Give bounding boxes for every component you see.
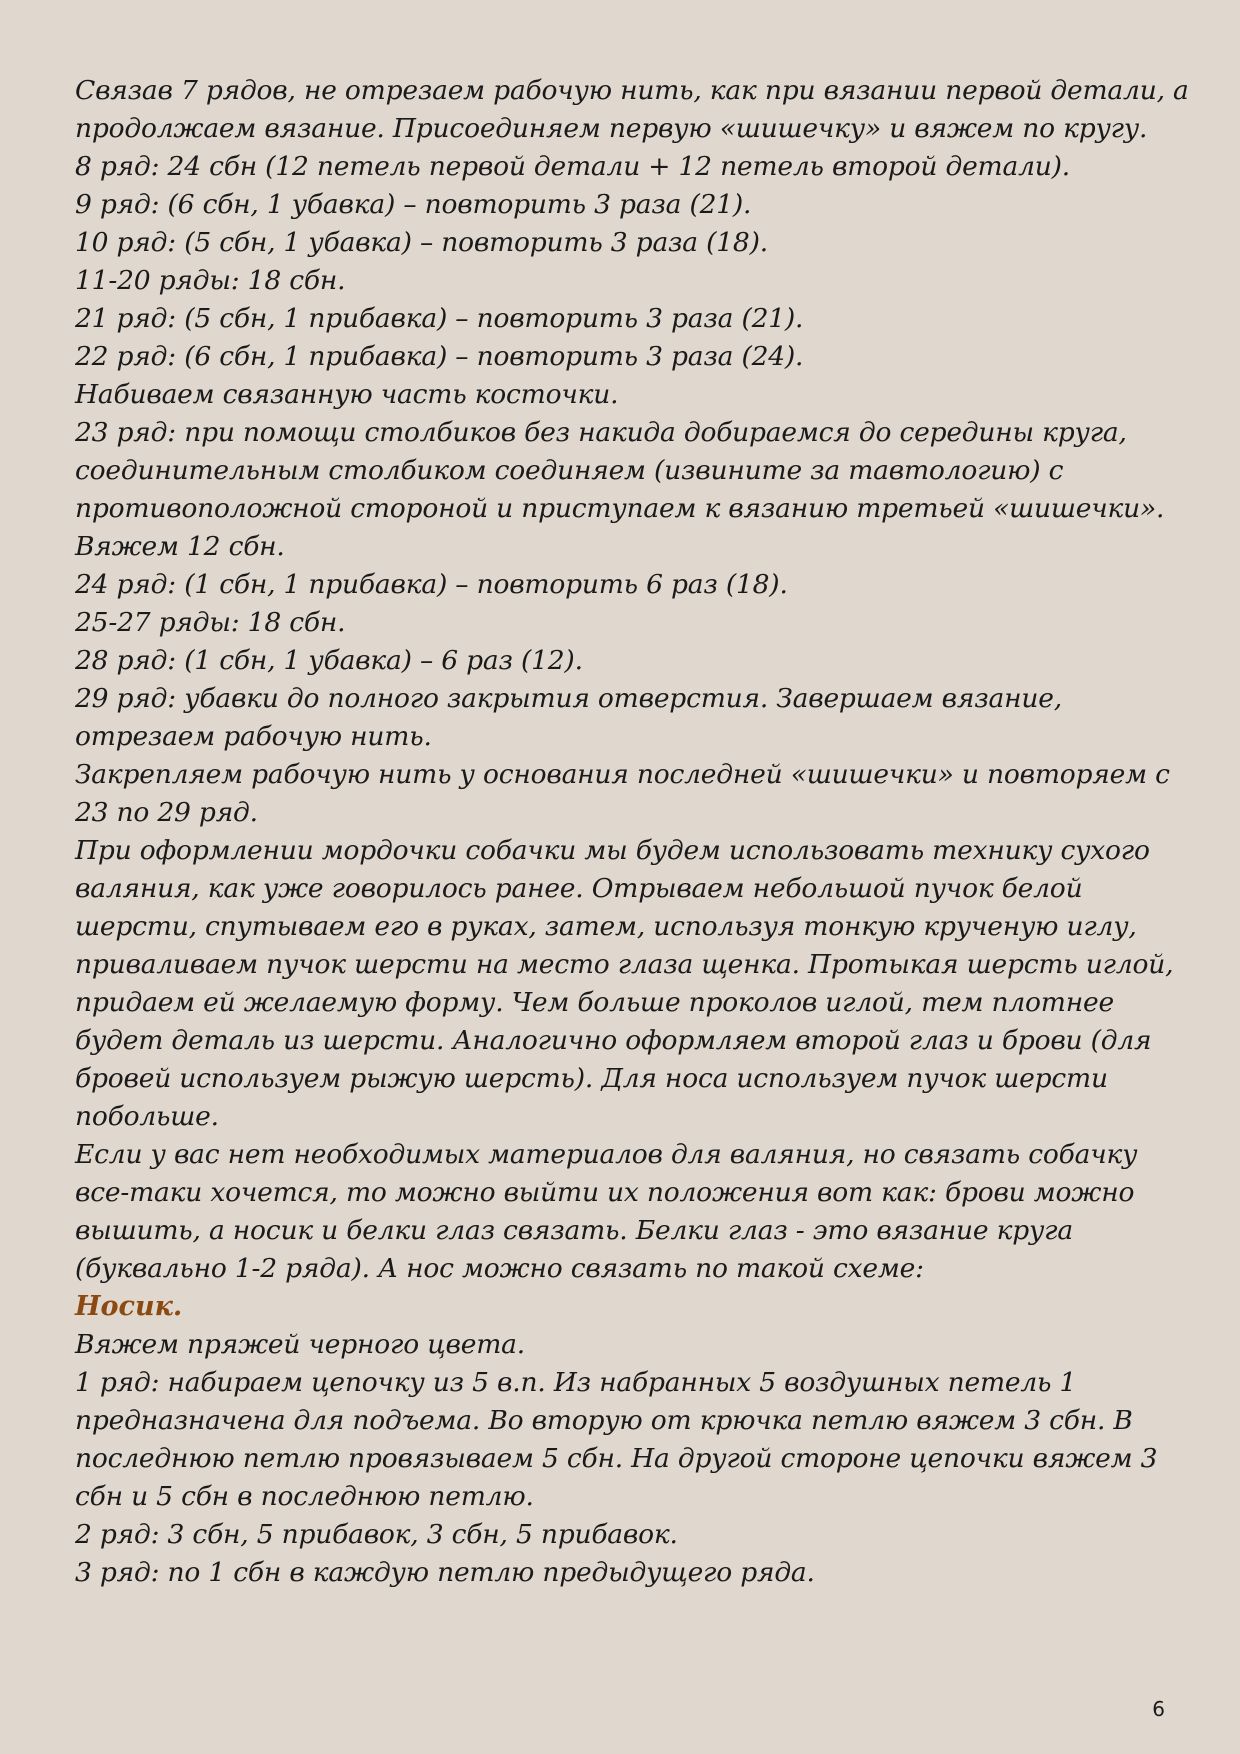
text-line: 24 ряд: (1 сбн, 1 прибавка) – повторить 6 раз (18). [75,569,788,600]
text-line: 29 ряд: убавки до полного закрытия отверстия. Завершаем вязание, [75,683,1062,714]
text-line: валяния, как уже говорилось ранее. Отрываем небольшой пучок белой [75,873,1083,904]
text-line: будет деталь из шерсти. Аналогично оформляем второй глаз и брови (для [75,1025,1152,1056]
text-line: шерсти, спутываем его в руках, затем, используя тонкую крученую иглу, [75,911,1137,942]
page-number: 6 [1152,1697,1165,1721]
text-line: 1 ряд: набираем цепочку из 5 в.п. Из набранных 5 воздушных петель 1 [75,1367,1077,1398]
text-line: Вяжем 12 сбн. [75,531,285,562]
text-line: При оформлении мордочки собачки мы будем использовать технику сухого [75,835,1150,866]
instructions-section [75,72,1189,1288]
text-line: отрезаем рабочую нить. [75,721,432,752]
document-body [75,72,1189,1592]
text-line: продолжаем вязание. Присоединяем первую «шишечку» и вяжем по кругу. [75,113,1148,144]
nose-section-heading: Носик. [75,1291,183,1322]
text-line: противоположной стороной и приступаем к вязанию третьей «шишечки». [75,493,1165,524]
text-line: 8 ряд: 24 сбн (12 петель первой детали + 12 петель второй детали). [75,151,1070,182]
text-line: 23 ряд: при помощи столбиков без накида добираемся до середины круга, [75,417,1127,448]
text-line: 23 по 29 ряд. [75,797,258,828]
text-line: 22 ряд: (6 сбн, 1 прибавка) – повторить 3 раза (24). [75,341,804,372]
text-line: Закрепляем рабочую нить у основания последней «шишечки» и повторяем с [75,759,1170,790]
text-line: приваливаем пучок шерсти на место глаза щенка. Протыкая шерсть иглой, [75,949,1174,980]
text-line: (буквально 1-2 ряда). А нос можно связать по такой схеме: [75,1253,924,1284]
text-line: 28 ряд: (1 сбн, 1 убавка) – 6 раз (12). [75,645,583,676]
text-line: вышить, а носик и белки глаз связать. Белки глаз - это вязание круга [75,1215,1073,1246]
text-line: 9 ряд: (6 сбн, 1 убавка) – повторить 3 раза (21). [75,189,752,220]
text-line: побольше. [75,1101,219,1132]
text-line: предназначена для подъема. Во вторую от крючка петлю вяжем 3 сбн. В [75,1405,1133,1436]
nose-instructions-section [75,1326,1175,1592]
text-line: бровей используем рыжую шерсть). Для носа используем пучок шерсти [75,1063,1108,1094]
text-line: Вяжем пряжей черного цвета. [75,1329,525,1360]
text-line: последнюю петлю провязываем 5 сбн. На другой стороне цепочки вяжем 3 [75,1443,1158,1474]
text-line: все-таки хочется, то можно выйти их положения вот как: брови можно [75,1177,1135,1208]
text-line: 11-20 ряды: 18 сбн. [75,265,346,296]
text-line: сбн и 5 сбн в последнюю петлю. [75,1481,534,1512]
text-line: соединительным столбиком соединяем (извините за тавтологию) с [75,455,1064,486]
text-line: Набиваем связанную часть косточки. [75,379,619,410]
text-line: 3 ряд: по 1 сбн в каждую петлю предыдущего ряда. [75,1557,815,1588]
text-line: 21 ряд: (5 сбн, 1 прибавка) – повторить 3 раза (21). [75,303,804,334]
text-line: 2 ряд: 3 сбн, 5 прибавок, 3 сбн, 5 прибавок. [75,1519,678,1550]
text-line: 10 ряд: (5 сбн, 1 убавка) – повторить 3 раза (18). [75,227,768,258]
text-line: 25-27 ряды: 18 сбн. [75,607,346,638]
text-line: Если у вас нет необходимых материалов для валяния, но связать собачку [75,1139,1138,1170]
text-line: Связав 7 рядов, не отрезаем рабочую нить, как при вязании первой детали, а [75,75,1189,106]
text-line: придаем ей желаемую форму. Чем больше проколов иглой, тем плотнее [75,987,1114,1018]
